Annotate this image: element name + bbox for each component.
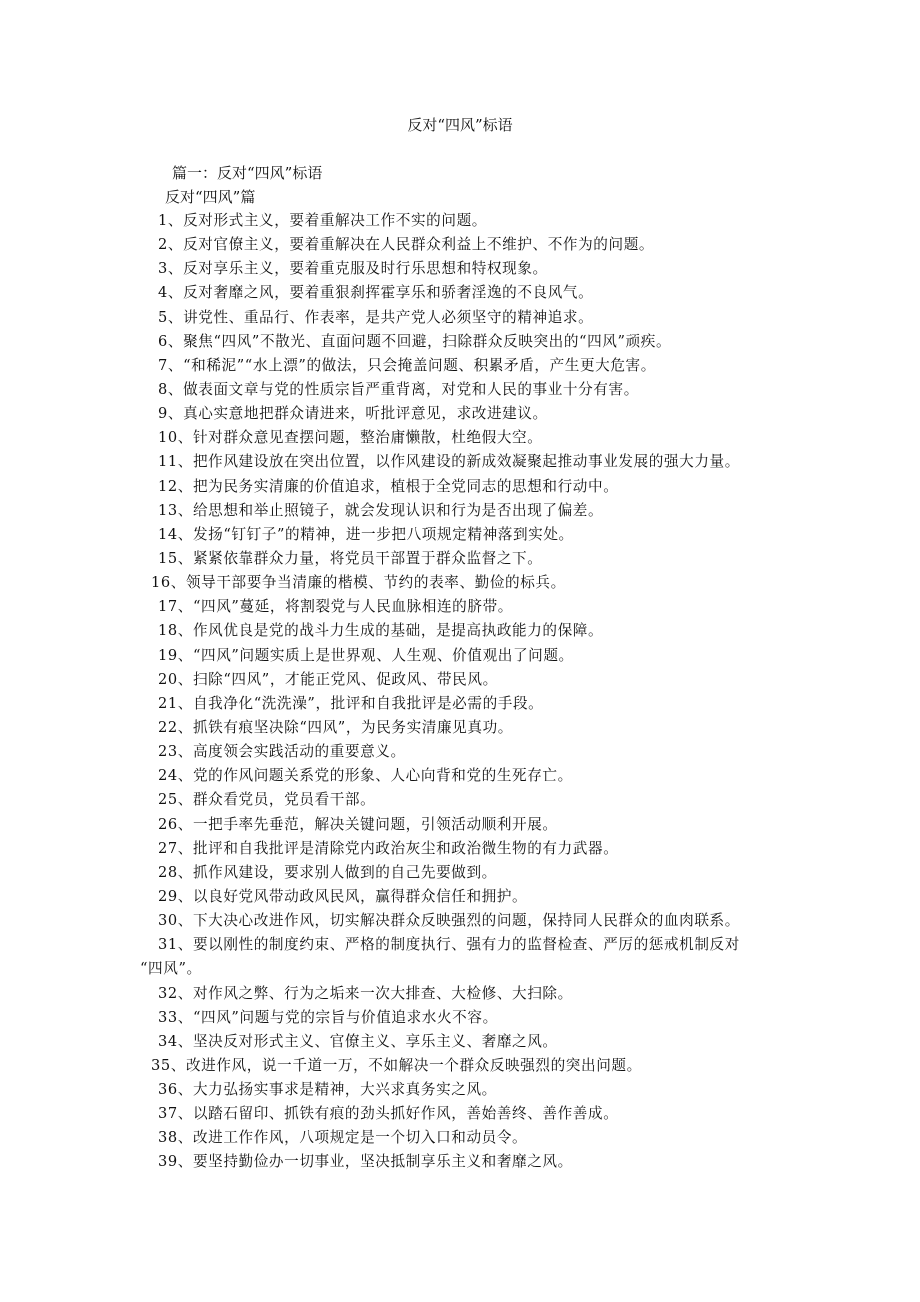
- slogan-item: 25、群众看党员，党员看干部。: [158, 791, 376, 809]
- slogan-item: 21、自我净化“洗洗澡”，批评和自我批评是必需的手段。: [158, 694, 544, 712]
- slogan-item: 7、“和稀泥”“水上漂”的做法，只会掩盖问题、积累矛盾，产生更大危害。: [158, 356, 656, 374]
- slogan-item: 28、抓作风建设，要求别人做到的自己先要做到。: [158, 863, 497, 881]
- document-title: 反对“四风”标语: [407, 116, 513, 134]
- slogan-item: 15、紧紧依靠群众力量，将党员干部置于群众监督之下。: [158, 549, 543, 567]
- slogan-item: 1、反对形式主义，要着重解决工作不实的问题。: [158, 212, 487, 229]
- slogan-item: 35、改进作风，说一千道一万，不如解决一个群众反映强烈的突出问题。: [151, 1056, 642, 1074]
- slogan-item: 19、“四风”问题实质上是世界观、人生观、价值观出了问题。: [158, 646, 574, 664]
- slogan-list: [0, 209, 920, 1175]
- slogan-item: 29、以良好党风带动政风民风，赢得群众信任和拥护。: [158, 887, 528, 905]
- slogan-item: 17、“四风”蔓延，将割裂党与人民血脉相连的脐带。: [158, 598, 513, 616]
- slogan-item: 12、把为民务实清廉的价值追求，植根于全党同志的思想和行动中。: [158, 477, 619, 495]
- slogan-item: 30、下大决心改进作风，切实解决群众反映强烈的问题，保持同人民群众的血肉联系。: [158, 912, 740, 930]
- slogan-item: 37、以踏石留印、抓铁有痕的劲头抓好作风，善始善终、善作善成。: [158, 1105, 619, 1123]
- slogan-item: 14、发扬“钉钉子”的精神，进一步把八项规定精神落到实处。: [158, 525, 574, 543]
- slogan-item-continuation: “四风”。: [140, 960, 202, 978]
- slogan-item: 27、批评和自我批评是清除党内政治灰尘和政治微生物的有力武器。: [158, 839, 619, 857]
- slogan-item: 24、党的作风问题关系党的形象、人心向背和党的生死存亡。: [158, 767, 573, 785]
- slogan-item: 33、“四风”问题与党的宗旨与价值追求水火不容。: [158, 1008, 498, 1026]
- slogan-item: 22、抓铁有痕坚决除“四风”，为民务实清廉见真功。: [158, 718, 513, 736]
- slogan-item: 16、领导干部要争当清廉的楷模、节约的表率、勤俭的标兵。: [151, 574, 566, 592]
- slogan-item: 20、扫除“四风”，才能正党风、促政风、带民风。: [158, 670, 498, 688]
- slogan-item: 10、针对群众意见查摆问题，整治庸懒散，杜绝假大空。: [158, 429, 543, 447]
- slogan-item: 18、作风优良是党的战斗力生成的基础，是提高执政能力的保障。: [158, 622, 604, 640]
- slogan-item: 4、反对奢靡之风，要着重狠刹挥霍享乐和骄奢淫逸的不良风气。: [158, 284, 594, 302]
- section-heading: 反对“四风”篇: [165, 188, 256, 206]
- slogan-item: 34、坚决反对形式主义、官僚主义、享乐主义、奢靡之风。: [158, 1032, 558, 1050]
- slogan-item: 2、反对官僚主义，要着重解决在人民群众利益上不维护、不作为的问题。: [158, 236, 655, 254]
- slogan-item: 3、反对享乐主义，要着重克服及时行乐思想和特权现象。: [158, 260, 548, 278]
- slogan-item: 31、要以刚性的制度约束、严格的制度执行、强有力的监督检查、严厉的惩戒机制反对: [158, 936, 740, 954]
- document-subtitle: 篇一：反对“四风”标语: [172, 164, 323, 182]
- slogan-item: 5、讲党性、重品行、作表率，是共产党人必须坚守的精神追求。: [158, 308, 594, 326]
- slogan-item: 11、把作风建设放在突出位置，以作风建设的新成效凝聚起推动事业发展的强大力量。: [158, 453, 740, 471]
- slogan-item: 26、一把手率先垂范，解决关键问题，引领活动顺利开展。: [158, 815, 558, 833]
- slogan-item: 8、做表面文章与党的性质宗旨严重背离，对党和人民的事业十分有害。: [158, 380, 639, 398]
- slogan-item: 13、给思想和举止照镜子，就会发现认识和行为是否出现了偏差。: [158, 501, 604, 519]
- slogan-item: 9、真心实意地把群众请进来，听批评意见，求改进建议。: [158, 405, 548, 423]
- slogan-item: 23、高度领会实践活动的重要意义。: [158, 743, 406, 761]
- slogan-item: 32、对作风之弊、行为之垢来一次大排查、大检修、大扫除。: [158, 984, 573, 1002]
- slogan-item: 36、大力弘扬实事求是精神，大兴求真务实之风。: [158, 1081, 497, 1099]
- slogan-item: 39、要坚持勤俭办一切事业，坚决抵制享乐主义和奢靡之风。: [158, 1153, 573, 1171]
- slogan-item: 38、改进工作作风，八项规定是一个切入口和动员令。: [158, 1129, 528, 1147]
- slogan-item: 6、聚焦“四风”不散光、直面问题不回避，扫除群众反映突出的“四风”顽疾。: [158, 332, 672, 350]
